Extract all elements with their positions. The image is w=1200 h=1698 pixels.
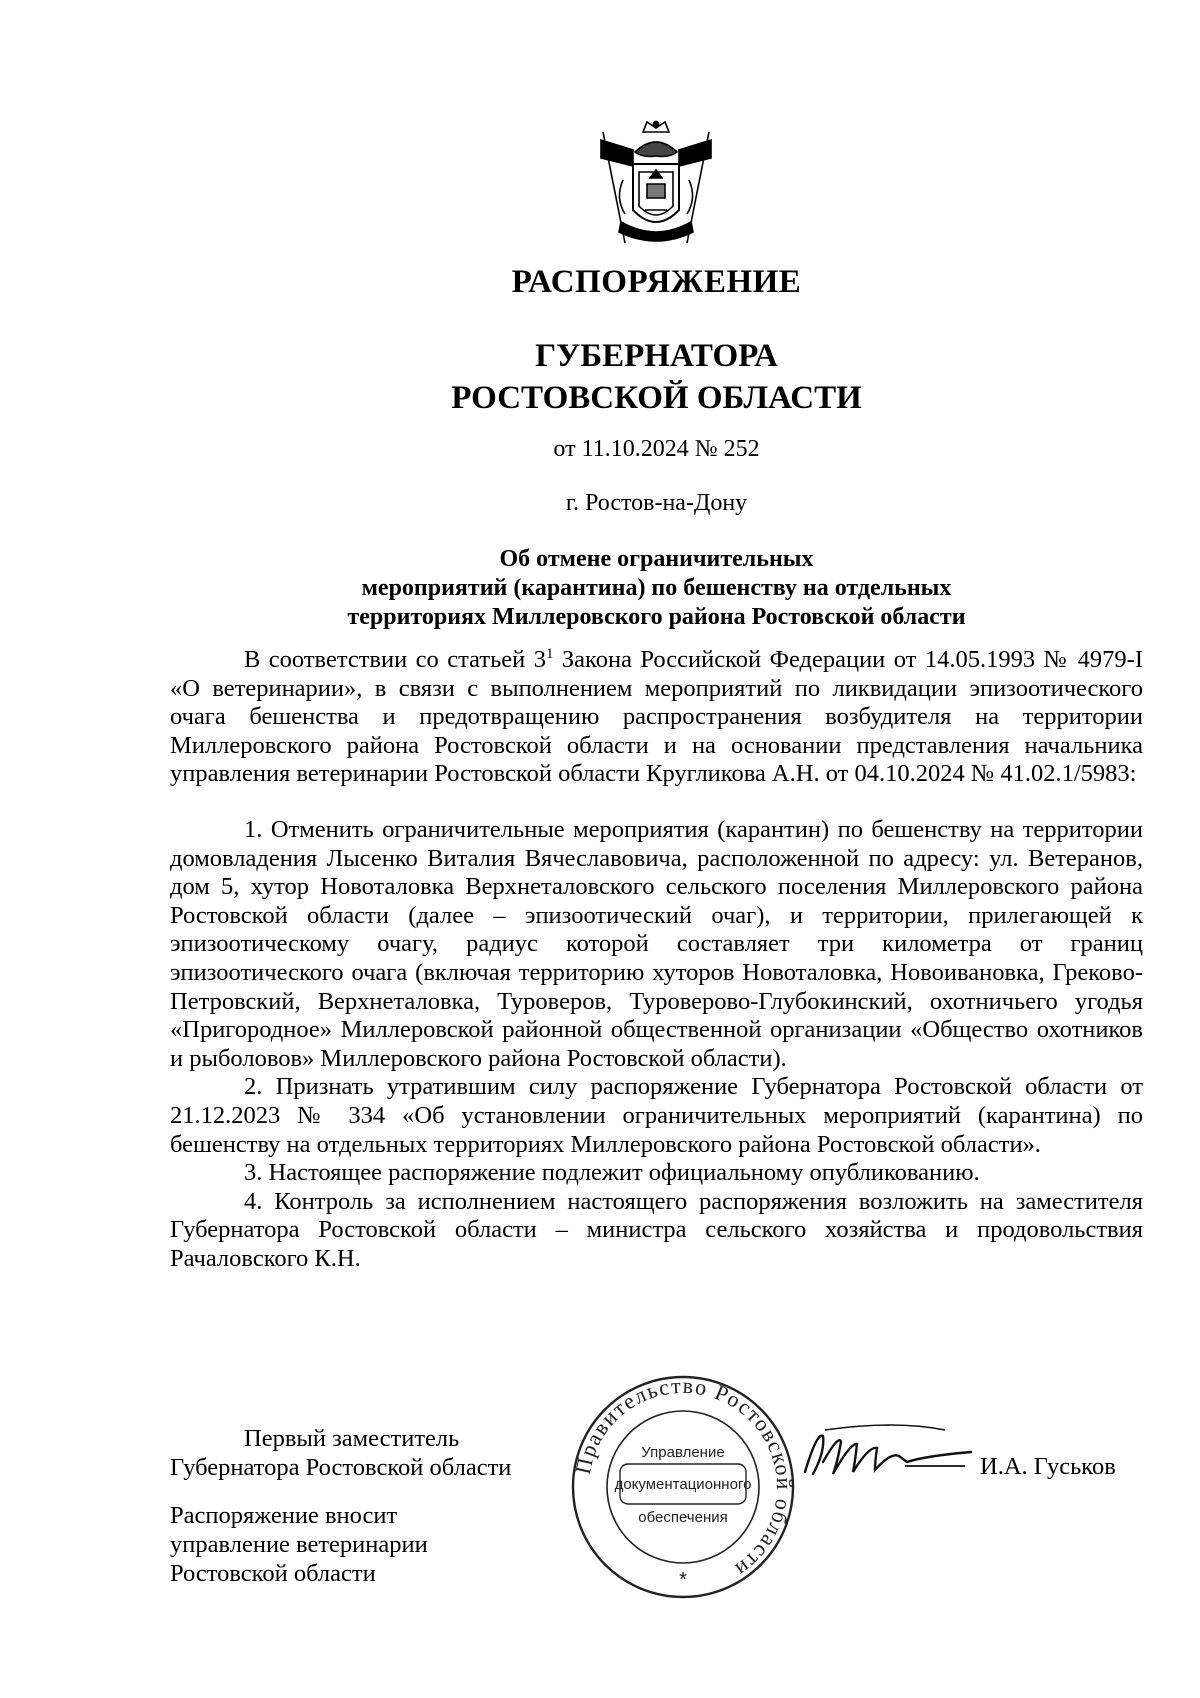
item-1-paragraph: 1. Отменить ограничительные мероприятия (карантин) по бешенству на территории домовладения Лысенко Виталия Вячеславовича, расположенной по адресу: ул. Ветеранов, дом 5, хутор Новоталовка Верхнеталовского сельского поселения Миллеровского района Ростовской области (далее – эпизоотический очаг), и территории, прилегающей к эпизоотическому очагу, радиус которой составляет три километра от границ эпизоотического очага (включая территорию хуторов Новоталовка, Новоивановка, Греково-Петровский, Верхнеталовка, Туроверов, Туроверово-Глубокинский, охотничьего угодья «Пригородное» Миллеровской районной общественной организации «Общество охотников и рыболовов» Миллеровского района Ростовской области).: [170, 815, 1143, 1072]
stamp-outer-text: Правительство Ростовской области: [569, 1372, 798, 1584]
issuer-heading: [170, 335, 1143, 419]
signatory-position-line-1: Первый заместитель: [244, 1425, 460, 1452]
issuer-line-1: ГУБЕРНАТОРА: [535, 338, 778, 374]
submitted-by-line-3: Ростовской области: [170, 1560, 376, 1587]
handwritten-signature: [795, 1422, 975, 1484]
submitted-by-line-2: управление ветеринарии: [170, 1531, 428, 1558]
official-seal-stamp: [568, 1372, 798, 1602]
submitted-by-note: [170, 1501, 428, 1588]
signatory-position: [170, 1424, 511, 1482]
submitted-by-line-1: Распоряжение вносит: [170, 1502, 398, 1529]
signatory-position-line-2: Губернатора Ростовской области: [170, 1454, 512, 1481]
subject-line-1: Об отмене ограничительных: [499, 546, 814, 572]
subject-line-3: территориях Миллеровского района Ростовской области: [347, 604, 966, 630]
document-subject: [170, 545, 1143, 632]
stamp-inner-line-1: Управление: [641, 1444, 725, 1461]
subject-line-2: мероприятий (карантина) по бешенству на отдельных: [361, 575, 952, 601]
document-city: г. Ростов-на-Дону: [565, 490, 748, 516]
issuer-line-2: РОСТОВСКОЙ ОБЛАСТИ: [451, 380, 862, 416]
article-superscript: 1: [545, 645, 554, 662]
document-body: [170, 646, 1143, 1273]
signatory-name: И.А. Гуськов: [980, 1453, 1116, 1480]
item-3-paragraph: 3. Настоящее распоряжение подлежит официальному опубликованию.: [244, 1159, 980, 1187]
preamble-text-start: В соответствии со статьей 3: [244, 646, 546, 673]
rostov-oblast-coat-of-arms-icon: [595, 118, 717, 250]
item-4-paragraph: 4. Контроль за исполнением настоящего распоряжения возложить на заместителя Губернатора Ростовской области – министра сельского хозяйства и продовольствия Рачаловского К.Н.: [170, 1187, 1143, 1272]
document-type-title: РАСПОРЯЖЕНИЕ: [511, 264, 802, 300]
item-2-paragraph: 2. Признать утратившим силу распоряжение Губернатора Ростовской области от 21.12.2023 № 334 «Об установлении ограничительных мероприятий (карантина) по бешенству на отдельных территориях Миллеровского района Ростовской области».: [170, 1073, 1143, 1158]
preamble-text-end: Закона Российской Федерации от 14.05.1993 № 4979-I «О ветеринарии», в связи с выполнением мероприятий по ликвидации эпизоотического очага бешенства и предотвращению распространения возбудителя на территории Миллеровского района Ростовской области и на основании представления начальника управления ветеринарии Ростовской области Кругликова А.Н. от 04.10.2024 № 41.02.1/5983:: [170, 646, 1143, 788]
stamp-inner-line-3: обеспечения: [638, 1509, 728, 1526]
preamble-paragraph: [170, 646, 1143, 789]
document-date-number: от 11.10.2024 № 252: [553, 436, 760, 462]
stamp-inner-line-2: документационного: [614, 1476, 752, 1493]
stamp-star-mark: *: [679, 1569, 687, 1591]
